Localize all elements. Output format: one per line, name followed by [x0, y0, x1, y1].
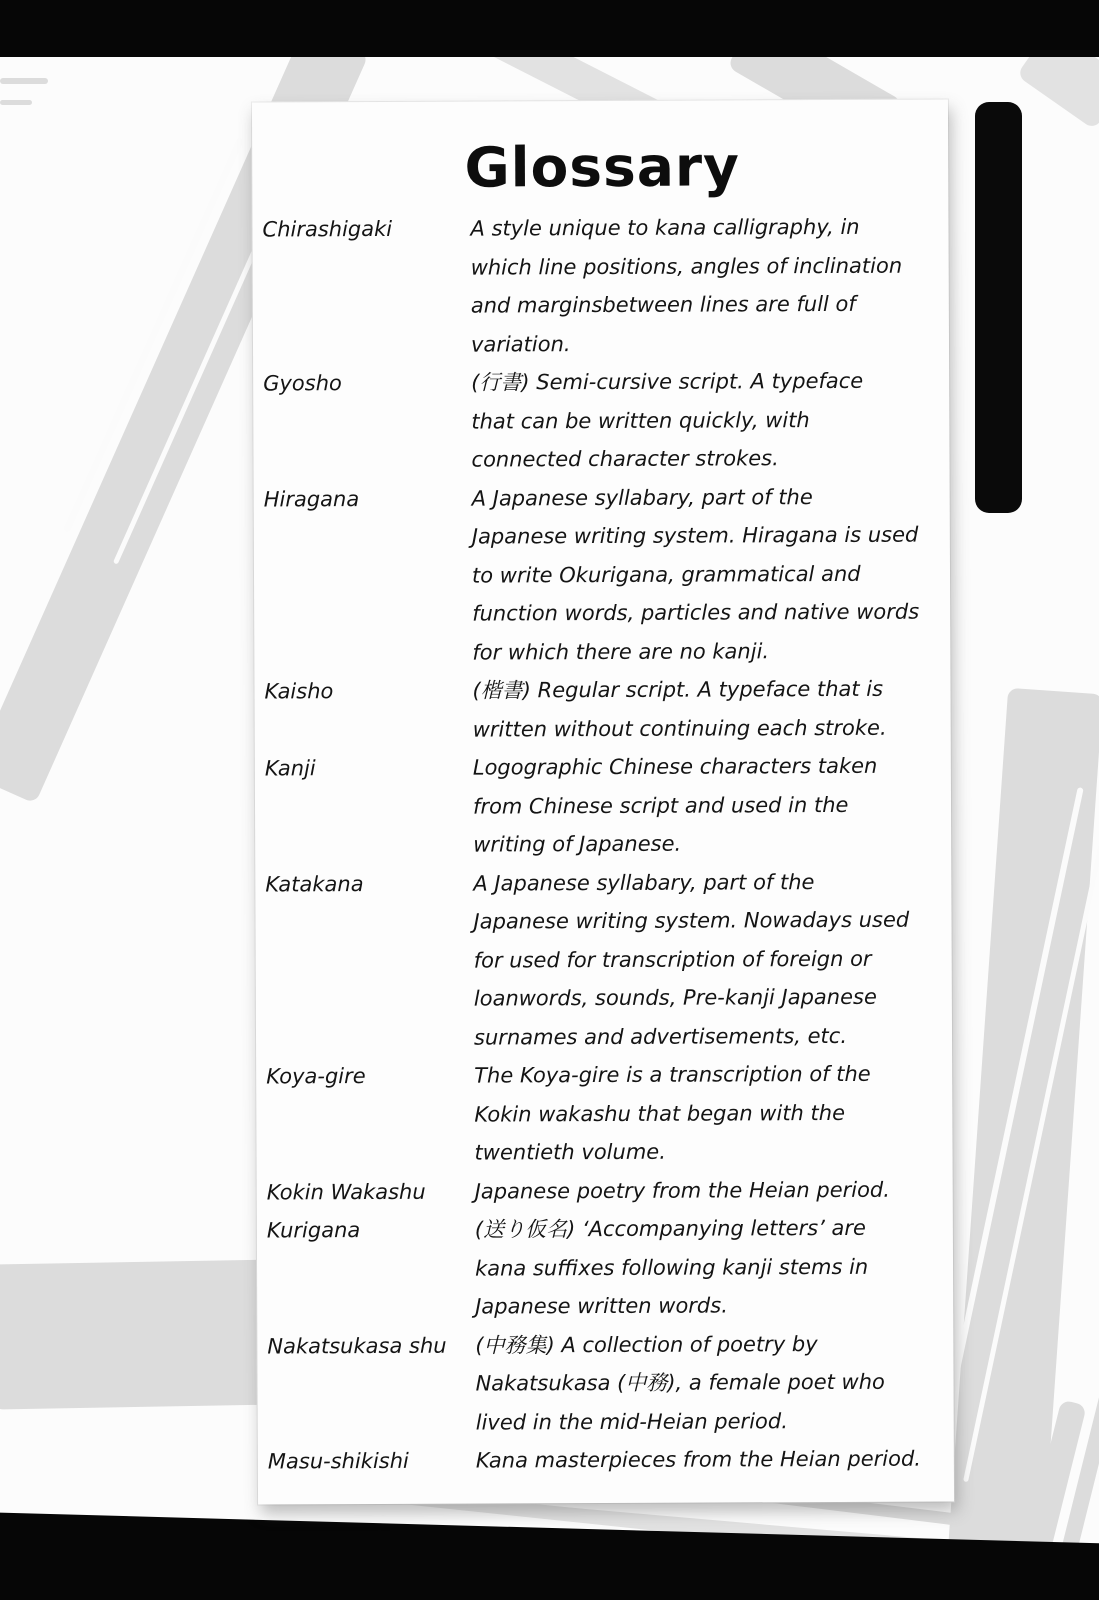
glossary-definition: (中務集) A collection of poetry by Nakatsukasa (中務), a female poet who lived in the mid-Heian period. [475, 1331, 885, 1435]
page-title: Glossary [464, 134, 741, 200]
brush-stroke [0, 1259, 284, 1409]
glossary-entry [265, 747, 945, 865]
glossary-page-card [252, 99, 954, 1504]
glossary-entry [268, 1440, 948, 1481]
glossary-definition: Japanese poetry from the Heian period. [474, 1177, 890, 1204]
top-border-bar [0, 0, 1099, 57]
glossary-term: Nakatsukasa shu [267, 1333, 447, 1359]
bookmark-tab [975, 102, 1022, 513]
glossary-term: Kanji [264, 756, 316, 781]
glossary-entry [267, 1324, 947, 1442]
glossary-definition: A style unique to kana calligraphy, in which line positions, angles of inclination and marginsbetween lines are full of variation. [470, 215, 903, 357]
bottom-border-bar [0, 1512, 1099, 1600]
glossary-definition: Kana masterpieces from the Heian period. [475, 1446, 922, 1473]
brush-stroke-highlight [113, 215, 272, 564]
glossary-entry [267, 1170, 947, 1211]
glossary-definition: (楷書) Regular script. A typeface that is written without continuing each stroke. [472, 677, 887, 742]
glossary-entry [267, 1209, 947, 1327]
glossary-term: Kaisho [264, 679, 334, 704]
glossary-definition: Logographic Chinese characters taken from Chinese script and used in the writing of Japanese. [472, 754, 878, 857]
glossary-definition: A Japanese syllabary, part of the Japanese writing system. Hiragana is used to write Okurigana, grammatical and function words, particles and native words for which there are no kanji. [471, 484, 920, 665]
glossary-entry [264, 670, 944, 750]
glossary-definition: (行書) Semi-cursive script. A typeface that can be written quickly, with connected character strokes. [471, 369, 864, 472]
glossary-entry [263, 362, 943, 480]
brush-stroke [0, 100, 32, 105]
glossary-term: Katakana [265, 871, 364, 897]
glossary-term: Kurigana [266, 1218, 361, 1243]
glossary-definition: A Japanese syllabary, part of the Japanese writing system. Nowadays used for used for transcription of foreign or loanwords, sounds, Pre-kanji Japanese surnames and advertisements, etc. [473, 869, 910, 1050]
glossary-term: Masu-shikishi [267, 1449, 409, 1474]
glossary-entry [266, 1055, 946, 1173]
glossary-entry [264, 477, 945, 672]
glossary-term: Chirashigaki [262, 217, 393, 242]
glossary-term: Gyosho [263, 371, 342, 396]
glossary-term: Kokin Wakashu [266, 1179, 426, 1205]
glossary-entry [265, 862, 946, 1057]
glossary-list [262, 208, 948, 1481]
brush-stroke [0, 78, 48, 84]
glossary-term: Hiragana [263, 486, 360, 512]
glossary-entry [262, 208, 943, 365]
glossary-term: Koya-gire [266, 1064, 366, 1089]
glossary-definition: The Koya-gire is a transcription of the Kokin wakashu that began with the twentieth volume. [474, 1062, 871, 1165]
glossary-definition: (送り仮名) ‘Accompanying letters’ are kana suffixes following kanji stems in Japanese written words. [474, 1216, 869, 1319]
